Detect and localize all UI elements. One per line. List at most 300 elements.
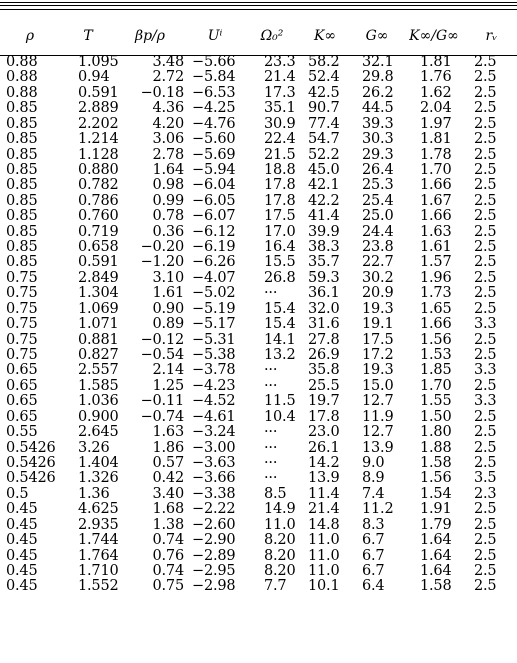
table-cell: −4.76 [192, 115, 236, 132]
table-cell: 23.8 [362, 239, 394, 256]
table-cell: 11.9 [362, 408, 394, 425]
table-row [0, 333, 517, 348]
table-cell: 0.85 [6, 223, 38, 240]
table-body [0, 55, 517, 595]
table-cell: 2.5 [474, 578, 497, 595]
table-cell: 0.85 [6, 177, 38, 194]
table-cell: 15.4 [264, 316, 296, 333]
table-cell: 2.5 [474, 54, 497, 70]
table-cell: 4.36 [152, 100, 184, 117]
table-cell: 2.72 [152, 69, 184, 86]
header-row [0, 17, 517, 55]
table-cell: 0.88 [6, 54, 38, 70]
table-cell: −5.38 [192, 347, 236, 364]
table-cell: 1.58 [420, 454, 452, 471]
table-cell: 0.75 [6, 331, 38, 348]
table-cell: 26.9 [308, 347, 340, 364]
table-cell: 0.719 [78, 223, 119, 240]
table-cell: 1.326 [78, 470, 119, 487]
table-cell: 1.66 [420, 177, 452, 194]
table-cell: 1.63 [152, 424, 184, 441]
table-cell: 0.45 [6, 501, 38, 518]
table-cell: 11.4 [308, 485, 340, 502]
table-cell: 42.2 [308, 192, 340, 209]
table-cell: −0.11 [140, 393, 184, 410]
table-cell: 2.14 [152, 362, 184, 379]
table-cell: 1.071 [78, 316, 119, 333]
table-cell: 2.557 [78, 362, 119, 379]
table-cell: −6.53 [192, 84, 236, 101]
table-cell: 1.85 [420, 362, 452, 379]
table-cell: 3.3 [474, 316, 497, 333]
table-cell: 2.5 [474, 562, 497, 579]
table-row [0, 425, 517, 440]
table-cell: 1.214 [78, 131, 119, 148]
table-row [0, 271, 517, 286]
table-cell: 1.65 [420, 300, 452, 317]
table-row [0, 564, 517, 579]
table-cell: 6.7 [362, 562, 385, 579]
table-cell: 30.9 [264, 115, 296, 132]
table-cell: 1.50 [420, 408, 452, 425]
table-cell: 0.5426 [6, 470, 56, 487]
table-cell: 1.79 [420, 516, 452, 533]
table-cell: 1.62 [420, 84, 452, 101]
table-cell: 1.304 [78, 285, 119, 302]
table-cell: 0.74 [152, 532, 184, 549]
table-cell: 39.9 [308, 223, 340, 240]
table-cell: 58.2 [308, 54, 340, 70]
table-cell: −5.19 [192, 300, 236, 317]
table-cell: 2.5 [474, 208, 497, 225]
table-cell: 21.4 [308, 501, 340, 518]
table-cell: 1.095 [78, 54, 119, 70]
table-cell: 0.90 [152, 300, 184, 317]
table-cell: 0.57 [152, 454, 184, 471]
table-row [0, 302, 517, 317]
header-g-infinity: G∞ [365, 28, 389, 44]
table-cell: −6.12 [192, 223, 236, 240]
table-cell: 23.0 [308, 424, 340, 441]
table-row [0, 471, 517, 486]
table-cell: 19.3 [362, 300, 394, 317]
table-cell: −3.24 [192, 424, 236, 441]
table-cell: 27.8 [308, 331, 340, 348]
table-row [0, 502, 517, 517]
table-cell: ··· [264, 439, 278, 456]
table-cell: 2.5 [474, 269, 497, 286]
table-cell: 2.78 [152, 146, 184, 163]
table-cell: −2.98 [192, 578, 236, 595]
table-cell: 36.1 [308, 285, 340, 302]
table-cell: 45.0 [308, 161, 340, 178]
table-cell: 1.128 [78, 146, 119, 163]
header-temperature: T [83, 28, 93, 44]
table-cell: 13.2 [264, 347, 296, 364]
table-row [0, 286, 517, 301]
table-cell: 0.85 [6, 254, 38, 271]
table-cell: 11.0 [264, 516, 296, 533]
table-cell: 0.98 [152, 177, 184, 194]
table-cell: 25.3 [362, 177, 394, 194]
header-internal-energy: Uⁱ [207, 28, 223, 44]
table-row [0, 579, 517, 594]
table-cell: 14.1 [264, 331, 296, 348]
table-cell: 19.7 [308, 393, 340, 410]
table-cell: 17.5 [264, 208, 296, 225]
table-cell: 14.8 [308, 516, 340, 533]
table-cell: 0.65 [6, 393, 38, 410]
table-cell: 2.5 [474, 239, 497, 256]
table-cell: 44.5 [362, 100, 394, 117]
table-cell: 1.069 [78, 300, 119, 317]
table-cell: 17.5 [362, 331, 394, 348]
table-cell: −2.95 [192, 562, 236, 579]
table-cell: 19.1 [362, 316, 394, 333]
table-cell: 0.782 [78, 177, 119, 194]
table-row [0, 240, 517, 255]
table-cell: 6.7 [362, 547, 385, 564]
table-cell: −4.52 [192, 393, 236, 410]
table-cell: 2.5 [474, 532, 497, 549]
table-cell: 1.64 [420, 562, 452, 579]
table-cell: 11.2 [362, 501, 394, 518]
table-cell: 21.4 [264, 69, 296, 86]
table-cell: 52.4 [308, 69, 340, 86]
table-cell: 1.61 [152, 285, 184, 302]
table-cell: 14.2 [308, 454, 340, 471]
table-cell: ··· [264, 362, 278, 379]
table-cell: 22.4 [264, 131, 296, 148]
table-cell: 2.5 [474, 223, 497, 240]
table-cell: 42.5 [308, 84, 340, 101]
table-cell: 32.0 [308, 300, 340, 317]
table-cell: 8.20 [264, 547, 296, 564]
table-cell: 0.75 [6, 269, 38, 286]
table-cell: 0.827 [78, 347, 119, 364]
table-cell: 0.99 [152, 192, 184, 209]
table-cell: 0.45 [6, 578, 38, 595]
table-cell: 26.4 [362, 161, 394, 178]
table-cell: 3.26 [78, 439, 110, 456]
table-cell: 15.0 [362, 377, 394, 394]
table-cell: 25.0 [362, 208, 394, 225]
table-cell: 1.81 [420, 54, 452, 70]
table-cell: 8.20 [264, 562, 296, 579]
table-cell: 59.3 [308, 269, 340, 286]
table-cell: 1.80 [420, 424, 452, 441]
table-cell: 0.78 [152, 208, 184, 225]
table-cell: 26.8 [264, 269, 296, 286]
table-cell: −5.94 [192, 161, 236, 178]
table-cell: 13.9 [362, 439, 394, 456]
table-row [0, 194, 517, 209]
table-row [0, 163, 517, 178]
table-cell: −2.89 [192, 547, 236, 564]
table-cell: −5.66 [192, 54, 236, 70]
table-cell: 3.10 [152, 269, 184, 286]
table-cell: −0.20 [140, 239, 184, 256]
data-table [0, 17, 517, 595]
table-cell: 0.786 [78, 192, 119, 209]
table-cell: 0.88 [6, 69, 38, 86]
table-cell: 3.3 [474, 393, 497, 410]
table-cell: 0.45 [6, 532, 38, 549]
table-cell: 1.404 [78, 454, 119, 471]
table-row [0, 255, 517, 270]
table-cell: −0.18 [140, 84, 184, 101]
table-cell: 29.3 [362, 146, 394, 163]
table-cell: 7.4 [362, 485, 385, 502]
table-cell: −5.84 [192, 69, 236, 86]
table-cell: 2.5 [474, 516, 497, 533]
table-row [0, 363, 517, 378]
table-cell: 0.591 [78, 254, 119, 271]
table-cell: 17.3 [264, 84, 296, 101]
table-cell: 2.645 [78, 424, 119, 441]
table-row [0, 394, 517, 409]
table-cell: 0.85 [6, 192, 38, 209]
table-cell: 0.75 [152, 578, 184, 595]
table-cell: 1.81 [420, 131, 452, 148]
table-cell: 77.4 [308, 115, 340, 132]
table-cell: 4.20 [152, 115, 184, 132]
table-cell: 2.5 [474, 547, 497, 564]
table-row [0, 533, 517, 548]
table-cell: −4.23 [192, 377, 236, 394]
table-cell: 3.3 [474, 362, 497, 379]
table-cell: 2.5 [474, 192, 497, 209]
table-cell: 1.70 [420, 377, 452, 394]
table-cell: 0.45 [6, 562, 38, 579]
table-cell: 2.5 [474, 131, 497, 148]
table-cell: 1.86 [152, 439, 184, 456]
table-cell: 15.4 [264, 300, 296, 317]
table-cell: 90.7 [308, 100, 340, 117]
table-cell: 0.55 [6, 424, 38, 441]
table-cell: 2.04 [420, 100, 452, 117]
header-k-infinity: K∞ [313, 28, 337, 44]
table-row [0, 148, 517, 163]
table-cell: 35.1 [264, 100, 296, 117]
table-cell: 25.5 [308, 377, 340, 394]
table-cell: 11.0 [308, 562, 340, 579]
table-cell: ··· [264, 424, 278, 441]
table-row [0, 117, 517, 132]
table-cell: 1.73 [420, 285, 452, 302]
table-cell: 2.5 [474, 347, 497, 364]
table-cell: −4.07 [192, 269, 236, 286]
top-rule-2 [0, 5, 517, 6]
table-cell: −1.20 [140, 254, 184, 271]
table-cell: 1.036 [78, 393, 119, 410]
table-cell: 2.5 [474, 285, 497, 302]
table-cell: 1.63 [420, 223, 452, 240]
table-cell: 20.9 [362, 285, 394, 302]
table-cell: 0.94 [78, 69, 110, 86]
table-cell: 1.744 [78, 532, 119, 549]
table-row [0, 132, 517, 147]
table-cell: 0.45 [6, 547, 38, 564]
table-cell: 0.5426 [6, 439, 56, 456]
table-cell: 17.8 [308, 408, 340, 425]
table-cell: 1.58 [420, 578, 452, 595]
table-row [0, 86, 517, 101]
table-cell: ··· [264, 454, 278, 471]
table-cell: −6.04 [192, 177, 236, 194]
table-cell: 1.97 [420, 115, 452, 132]
table-cell: −6.26 [192, 254, 236, 271]
table-row [0, 70, 517, 85]
table-cell: 31.6 [308, 316, 340, 333]
header-r-v: rᵥ [485, 28, 498, 44]
table-cell: 2.5 [474, 100, 497, 117]
table-cell: 2.5 [474, 146, 497, 163]
table-cell: 3.5 [474, 470, 497, 487]
table-row [0, 549, 517, 564]
table-cell: 0.88 [6, 84, 38, 101]
table-row [0, 209, 517, 224]
table-cell: ··· [264, 377, 278, 394]
table-cell: 2.5 [474, 115, 497, 132]
table-cell: −4.61 [192, 408, 236, 425]
table-cell: 0.85 [6, 100, 38, 117]
table-cell: 7.7 [264, 578, 287, 595]
table-cell: 0.881 [78, 331, 119, 348]
table-cell: 8.5 [264, 485, 287, 502]
table-cell: 1.78 [420, 146, 452, 163]
table-cell: −6.19 [192, 239, 236, 256]
table-cell: 0.75 [6, 316, 38, 333]
table-cell: 1.25 [152, 377, 184, 394]
table-cell: 42.1 [308, 177, 340, 194]
table-cell: 1.96 [420, 269, 452, 286]
table-cell: −2.90 [192, 532, 236, 549]
table-cell: 1.64 [152, 161, 184, 178]
table-cell: 12.7 [362, 424, 394, 441]
table-cell: 6.4 [362, 578, 385, 595]
table-cell: −3.78 [192, 362, 236, 379]
table-cell: 23.3 [264, 54, 296, 70]
table-cell: 18.8 [264, 161, 296, 178]
table-cell: 1.55 [420, 393, 452, 410]
table-cell: 0.85 [6, 115, 38, 132]
table-cell: 11.0 [308, 532, 340, 549]
table-cell: 1.68 [152, 501, 184, 518]
table-cell: 19.3 [362, 362, 394, 379]
table-cell: −2.22 [192, 501, 236, 518]
table-cell: 2.3 [474, 485, 497, 502]
table-cell: 1.585 [78, 377, 119, 394]
table-row [0, 379, 517, 394]
table-cell: 0.5426 [6, 454, 56, 471]
table-cell: ··· [264, 285, 278, 302]
table-cell: 10.1 [308, 578, 340, 595]
table-cell: −5.17 [192, 316, 236, 333]
table-cell: 0.65 [6, 362, 38, 379]
table-cell: 32.1 [362, 54, 394, 70]
table-cell: −3.38 [192, 485, 236, 502]
table-cell: 11.0 [308, 547, 340, 564]
table-cell: 2.849 [78, 269, 119, 286]
table-cell: 2.5 [474, 161, 497, 178]
table-cell: 14.9 [264, 501, 296, 518]
table-row [0, 178, 517, 193]
table-cell: 1.64 [420, 547, 452, 564]
table-cell: 25.4 [362, 192, 394, 209]
table-cell: 38.3 [308, 239, 340, 256]
header-omega-squared: Ω₀² [260, 28, 284, 44]
table-cell: 1.70 [420, 161, 452, 178]
table-cell: 4.625 [78, 501, 119, 518]
table-cell: −6.07 [192, 208, 236, 225]
table-cell: 0.591 [78, 84, 119, 101]
table-cell: 35.7 [308, 254, 340, 271]
table-cell: 3.48 [152, 54, 184, 70]
table-cell: 12.7 [362, 393, 394, 410]
table-cell: 15.5 [264, 254, 296, 271]
table-cell: 35.8 [308, 362, 340, 379]
table-cell: 2.5 [474, 254, 497, 271]
table-cell: −3.66 [192, 470, 236, 487]
table-cell: 2.5 [474, 377, 497, 394]
table-cell: 1.67 [420, 192, 452, 209]
table-cell: 1.91 [420, 501, 452, 518]
table-cell: −4.25 [192, 100, 236, 117]
table-cell: 2.5 [474, 69, 497, 86]
table-cell: 1.64 [420, 532, 452, 549]
table-cell: −3.00 [192, 439, 236, 456]
table-cell: −5.31 [192, 331, 236, 348]
table-cell: 0.42 [152, 470, 184, 487]
table-row [0, 317, 517, 332]
header-k-over-g: K∞/G∞ [409, 28, 459, 44]
table-cell: 0.76 [152, 547, 184, 564]
table-cell: 17.8 [264, 177, 296, 194]
table-cell: 1.61 [420, 239, 452, 256]
table-cell: −0.12 [140, 331, 184, 348]
table-cell: 1.56 [420, 470, 452, 487]
table-cell: 2.202 [78, 115, 119, 132]
table-cell: 29.8 [362, 69, 394, 86]
table-cell: 0.74 [152, 562, 184, 579]
table-cell: 0.85 [6, 146, 38, 163]
table-cell: 3.06 [152, 131, 184, 148]
table-cell: 10.4 [264, 408, 296, 425]
table-cell: 30.2 [362, 269, 394, 286]
table-cell: 0.75 [6, 347, 38, 364]
table-cell: 0.65 [6, 408, 38, 425]
table-cell: 0.36 [152, 223, 184, 240]
table-cell: 39.3 [362, 115, 394, 132]
table-cell: 1.764 [78, 547, 119, 564]
table-cell: −2.60 [192, 516, 236, 533]
table-cell: 52.2 [308, 146, 340, 163]
table-cell: 1.710 [78, 562, 119, 579]
table-cell: −6.05 [192, 192, 236, 209]
table-cell: 0.85 [6, 131, 38, 148]
top-rule-1 [0, 2, 517, 3]
table-cell: 30.3 [362, 131, 394, 148]
table-row [0, 225, 517, 240]
table-cell: 0.900 [78, 408, 119, 425]
table-cell: 6.7 [362, 532, 385, 549]
table-cell: 0.85 [6, 161, 38, 178]
table-cell: 0.760 [78, 208, 119, 225]
table-cell: 1.552 [78, 578, 119, 595]
table-cell: 0.5 [6, 485, 29, 502]
top-rule-3 [0, 9, 517, 10]
